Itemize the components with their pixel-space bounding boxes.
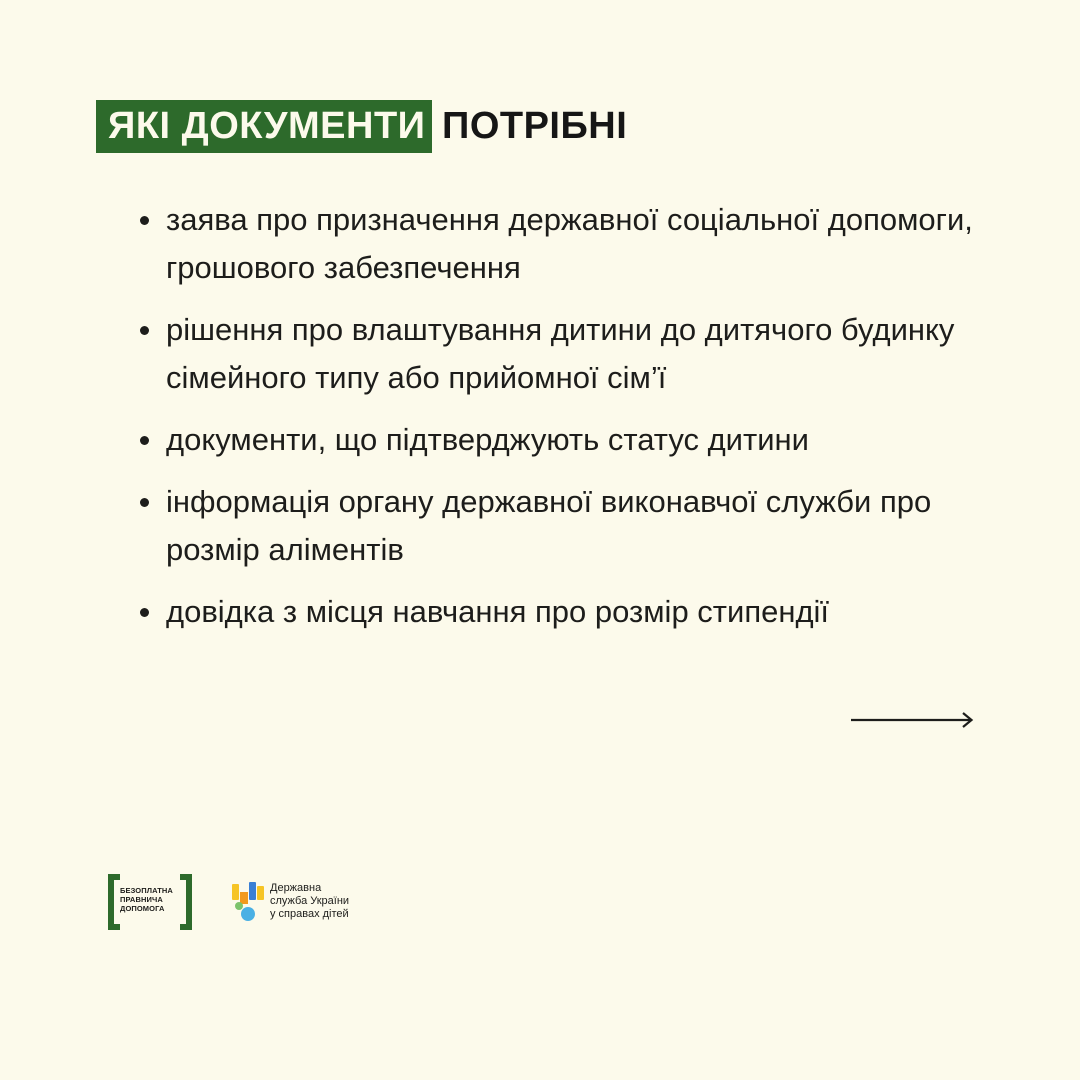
list-item-text: заява про призначення державної соціальної допомоги, грошового забезпечення (166, 202, 973, 285)
list-item (138, 588, 998, 636)
list-item-text: довідка з місця навчання про розмір стипендії (166, 594, 830, 629)
list-item (138, 306, 998, 402)
bullet-icon (140, 326, 149, 335)
title-rest: ПОТРІБНІ (442, 105, 628, 147)
bracket-right-icon (180, 874, 192, 930)
bullet-icon (140, 608, 149, 617)
list-item-text: рішення про влаштування дитини до дитячого будинку сімейного типу або прийомної сім’ї (166, 312, 955, 395)
free-legal-aid-logo-text: БЕЗОПЛАТНА ПРАВНИЧА ДОПОМОГА (120, 886, 173, 913)
bullet-icon (140, 216, 149, 225)
page-title (96, 100, 627, 153)
list-item-text: документи, що підтверджують статус дитини (166, 422, 809, 457)
free-legal-aid-logo (108, 874, 192, 930)
list-item-text: інформація органу державної виконавчої служби про розмір аліментів (166, 484, 932, 567)
documents-list (138, 196, 998, 650)
list-item (138, 478, 998, 574)
list-item (138, 196, 998, 292)
bracket-left-icon (108, 874, 120, 930)
bullet-icon (140, 436, 149, 445)
list-item (138, 416, 998, 464)
children-service-logo-text: Державна служба України у справах дітей (270, 882, 350, 920)
bullet-icon (140, 498, 149, 507)
children-service-logo-icon (230, 880, 270, 924)
arrow-right-icon[interactable] (851, 710, 974, 730)
title-highlight: ЯКІ ДОКУМЕНТИ (96, 100, 432, 153)
